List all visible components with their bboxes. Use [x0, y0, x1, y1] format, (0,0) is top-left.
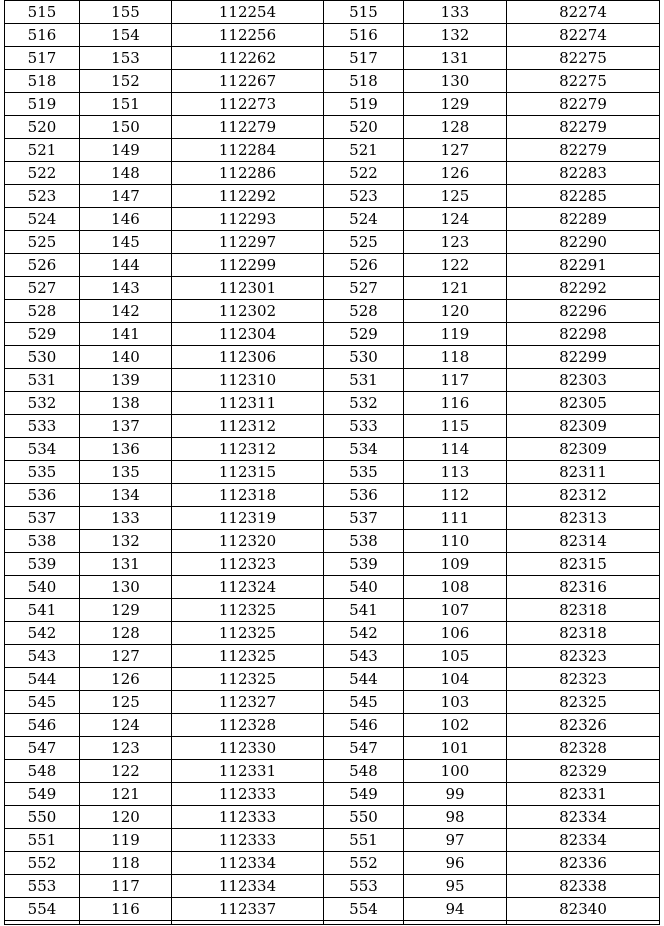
score-cell: 552 — [324, 852, 404, 875]
count-cell: 131 — [404, 47, 507, 70]
score-cell: 536 — [324, 484, 404, 507]
score-cell: 516 — [324, 24, 404, 47]
score-cell: 544 — [5, 668, 80, 691]
table-row — [5, 392, 660, 415]
cumulative-cell: 82291 — [507, 254, 660, 277]
table-row — [5, 231, 660, 254]
score-cell: 547 — [324, 737, 404, 760]
table-row — [5, 645, 660, 668]
table-row — [5, 668, 660, 691]
count-cell: 140 — [80, 346, 172, 369]
count-cell: 94 — [404, 898, 507, 921]
cumulative-cell: 82296 — [507, 300, 660, 323]
score-cell: 520 — [324, 116, 404, 139]
count-cell: 116 — [404, 392, 507, 415]
count-cell: 101 — [404, 737, 507, 760]
score-cell: 552 — [5, 852, 80, 875]
score-cell: 553 — [324, 875, 404, 898]
score-cell: 525 — [5, 231, 80, 254]
score-cell: 549 — [324, 783, 404, 806]
count-cell: 114 — [404, 438, 507, 461]
cumulative-cell: 112267 — [172, 70, 324, 93]
table-row — [5, 93, 660, 116]
cumulative-cell: 82314 — [507, 530, 660, 553]
cumulative-cell: 112279 — [172, 116, 324, 139]
score-cell: 543 — [324, 645, 404, 668]
count-cell: 128 — [80, 622, 172, 645]
score-cell: 548 — [324, 760, 404, 783]
count-cell: 150 — [80, 116, 172, 139]
score-cell: 528 — [5, 300, 80, 323]
table-row — [5, 277, 660, 300]
cumulative-cell: 112330 — [172, 737, 324, 760]
table-row — [5, 24, 660, 47]
cumulative-cell: 82325 — [507, 691, 660, 714]
count-cell: 122 — [404, 254, 507, 277]
score-cell: 521 — [324, 139, 404, 162]
count-cell: 95 — [404, 875, 507, 898]
count-cell: 133 — [80, 507, 172, 530]
count-cell: 102 — [404, 714, 507, 737]
table-row — [5, 898, 660, 921]
count-cell: 124 — [80, 714, 172, 737]
cumulative-cell: 112333 — [172, 783, 324, 806]
score-cell: 533 — [5, 415, 80, 438]
cumulative-cell: 82292 — [507, 277, 660, 300]
score-cell: 531 — [324, 369, 404, 392]
count-cell: 100 — [404, 760, 507, 783]
cumulative-cell: 82318 — [507, 622, 660, 645]
score-cell: 532 — [5, 392, 80, 415]
cumulative-cell: 82303 — [507, 369, 660, 392]
count-cell: 129 — [80, 599, 172, 622]
score-cell: 515 — [5, 1, 80, 24]
cumulative-cell: 82340 — [507, 898, 660, 921]
table-row — [5, 139, 660, 162]
score-cell: 532 — [324, 392, 404, 415]
score-cell: 518 — [324, 70, 404, 93]
score-cell: 538 — [5, 530, 80, 553]
cumulative-cell: 82299 — [507, 346, 660, 369]
cumulative-cell: 112299 — [172, 254, 324, 277]
cumulative-cell: 112254 — [172, 1, 324, 24]
count-cell: 142 — [80, 300, 172, 323]
score-cell: 534 — [5, 438, 80, 461]
score-cell: 529 — [5, 323, 80, 346]
score-cell: 546 — [324, 714, 404, 737]
cumulative-cell: 82275 — [507, 70, 660, 93]
cumulative-cell: 82311 — [507, 461, 660, 484]
count-cell: 127 — [404, 139, 507, 162]
count-cell: 96 — [404, 852, 507, 875]
cumulative-cell: 82279 — [507, 139, 660, 162]
count-cell: 133 — [404, 1, 507, 24]
cumulative-cell: 112325 — [172, 622, 324, 645]
table-cell — [172, 921, 324, 925]
count-cell: 112 — [404, 484, 507, 507]
score-cell: 522 — [324, 162, 404, 185]
table-row — [5, 852, 660, 875]
score-cell: 534 — [324, 438, 404, 461]
score-cell: 519 — [5, 93, 80, 116]
score-cell: 541 — [5, 599, 80, 622]
count-cell: 118 — [80, 852, 172, 875]
cumulative-cell: 82334 — [507, 806, 660, 829]
count-cell: 110 — [404, 530, 507, 553]
cumulative-cell: 112315 — [172, 461, 324, 484]
table-row — [5, 530, 660, 553]
table-row — [5, 1, 660, 24]
count-cell: 136 — [80, 438, 172, 461]
table-row — [5, 553, 660, 576]
score-cell: 544 — [324, 668, 404, 691]
count-cell: 144 — [80, 254, 172, 277]
table-row — [5, 829, 660, 852]
score-cell: 526 — [324, 254, 404, 277]
table-row — [5, 737, 660, 760]
count-cell: 118 — [404, 346, 507, 369]
score-cell: 539 — [324, 553, 404, 576]
score-cell: 545 — [324, 691, 404, 714]
count-cell: 152 — [80, 70, 172, 93]
cumulative-cell: 82315 — [507, 553, 660, 576]
count-cell: 148 — [80, 162, 172, 185]
table-row — [5, 783, 660, 806]
table-row — [5, 415, 660, 438]
cumulative-cell: 82323 — [507, 668, 660, 691]
table-row — [5, 484, 660, 507]
count-cell: 134 — [80, 484, 172, 507]
count-cell: 154 — [80, 24, 172, 47]
count-cell: 119 — [404, 323, 507, 346]
score-cell: 529 — [324, 323, 404, 346]
score-cell: 525 — [324, 231, 404, 254]
cumulative-cell: 112292 — [172, 185, 324, 208]
count-cell: 147 — [80, 185, 172, 208]
score-cell: 518 — [5, 70, 80, 93]
score-cell: 535 — [5, 461, 80, 484]
cumulative-cell: 82309 — [507, 415, 660, 438]
count-cell: 115 — [404, 415, 507, 438]
count-cell: 103 — [404, 691, 507, 714]
count-cell: 122 — [80, 760, 172, 783]
count-cell: 120 — [80, 806, 172, 829]
cumulative-cell: 82285 — [507, 185, 660, 208]
cumulative-cell: 112333 — [172, 806, 324, 829]
count-cell: 119 — [80, 829, 172, 852]
count-cell: 141 — [80, 323, 172, 346]
cumulative-cell: 112293 — [172, 208, 324, 231]
count-cell: 153 — [80, 47, 172, 70]
score-cell: 541 — [324, 599, 404, 622]
count-cell: 99 — [404, 783, 507, 806]
score-cell: 521 — [5, 139, 80, 162]
score-cell: 526 — [5, 254, 80, 277]
score-cell: 524 — [5, 208, 80, 231]
score-cell: 530 — [324, 346, 404, 369]
count-cell: 107 — [404, 599, 507, 622]
score-cell: 540 — [324, 576, 404, 599]
score-cell: 537 — [5, 507, 80, 530]
cumulative-cell: 112312 — [172, 415, 324, 438]
count-cell: 125 — [404, 185, 507, 208]
cumulative-cell: 112325 — [172, 645, 324, 668]
score-cell: 516 — [5, 24, 80, 47]
cumulative-cell: 112325 — [172, 668, 324, 691]
count-cell: 132 — [404, 24, 507, 47]
score-cell: 533 — [324, 415, 404, 438]
table-row — [5, 875, 660, 898]
score-cell: 540 — [5, 576, 80, 599]
table-row — [5, 461, 660, 484]
cumulative-cell: 82318 — [507, 599, 660, 622]
cumulative-cell: 112273 — [172, 93, 324, 116]
table-row — [5, 208, 660, 231]
count-cell: 137 — [80, 415, 172, 438]
score-cell: 542 — [5, 622, 80, 645]
table-row — [5, 622, 660, 645]
table-cell — [404, 921, 507, 925]
score-cell: 549 — [5, 783, 80, 806]
score-cell: 523 — [5, 185, 80, 208]
table-row — [5, 185, 660, 208]
cumulative-cell: 82331 — [507, 783, 660, 806]
score-cell: 524 — [324, 208, 404, 231]
count-cell: 143 — [80, 277, 172, 300]
score-cell: 536 — [5, 484, 80, 507]
count-cell: 113 — [404, 461, 507, 484]
score-cell: 547 — [5, 737, 80, 760]
cumulative-cell: 82329 — [507, 760, 660, 783]
cumulative-cell: 112334 — [172, 875, 324, 898]
table-row — [5, 576, 660, 599]
score-table — [4, 0, 660, 925]
score-cell: 527 — [324, 277, 404, 300]
score-cell: 551 — [324, 829, 404, 852]
count-cell: 109 — [404, 553, 507, 576]
count-cell: 138 — [80, 392, 172, 415]
count-cell: 117 — [404, 369, 507, 392]
cumulative-cell: 112304 — [172, 323, 324, 346]
cumulative-cell: 82283 — [507, 162, 660, 185]
cumulative-cell: 82309 — [507, 438, 660, 461]
score-cell: 537 — [324, 507, 404, 530]
cumulative-cell: 112311 — [172, 392, 324, 415]
cumulative-cell: 82316 — [507, 576, 660, 599]
table-row — [5, 47, 660, 70]
count-cell: 149 — [80, 139, 172, 162]
cumulative-cell: 112320 — [172, 530, 324, 553]
score-cell: 520 — [5, 116, 80, 139]
table-cell — [324, 921, 404, 925]
table-row — [5, 300, 660, 323]
cumulative-cell: 82289 — [507, 208, 660, 231]
score-cell: 519 — [324, 93, 404, 116]
cumulative-cell: 112310 — [172, 369, 324, 392]
count-cell: 108 — [404, 576, 507, 599]
table-row — [5, 760, 660, 783]
score-cell: 554 — [324, 898, 404, 921]
count-cell: 121 — [80, 783, 172, 806]
score-cell: 545 — [5, 691, 80, 714]
cumulative-cell: 112331 — [172, 760, 324, 783]
table-row — [5, 806, 660, 829]
score-cell: 515 — [324, 1, 404, 24]
table-row — [5, 254, 660, 277]
cumulative-cell: 112256 — [172, 24, 324, 47]
score-cell: 550 — [324, 806, 404, 829]
table-row — [5, 921, 660, 925]
count-cell: 135 — [80, 461, 172, 484]
cumulative-cell: 82290 — [507, 231, 660, 254]
count-cell: 111 — [404, 507, 507, 530]
cumulative-cell: 82336 — [507, 852, 660, 875]
count-cell: 121 — [404, 277, 507, 300]
count-cell: 151 — [80, 93, 172, 116]
score-cell: 546 — [5, 714, 80, 737]
count-cell: 98 — [404, 806, 507, 829]
score-cell: 542 — [324, 622, 404, 645]
table-row — [5, 116, 660, 139]
table-row — [5, 599, 660, 622]
cumulative-cell: 82338 — [507, 875, 660, 898]
table-cell — [5, 921, 80, 925]
count-cell: 124 — [404, 208, 507, 231]
count-cell: 97 — [404, 829, 507, 852]
score-cell: 548 — [5, 760, 80, 783]
table-row — [5, 323, 660, 346]
count-cell: 129 — [404, 93, 507, 116]
table-row — [5, 691, 660, 714]
count-cell: 125 — [80, 691, 172, 714]
cumulative-cell: 112312 — [172, 438, 324, 461]
cumulative-cell: 82312 — [507, 484, 660, 507]
score-cell: 527 — [5, 277, 80, 300]
score-cell: 543 — [5, 645, 80, 668]
score-cell: 517 — [324, 47, 404, 70]
cumulative-cell: 112333 — [172, 829, 324, 852]
count-cell: 130 — [80, 576, 172, 599]
count-cell: 146 — [80, 208, 172, 231]
cumulative-cell: 112334 — [172, 852, 324, 875]
cumulative-cell: 112262 — [172, 47, 324, 70]
count-cell: 104 — [404, 668, 507, 691]
table-row — [5, 714, 660, 737]
count-cell: 123 — [404, 231, 507, 254]
count-cell: 145 — [80, 231, 172, 254]
count-cell: 127 — [80, 645, 172, 668]
cumulative-cell: 82274 — [507, 24, 660, 47]
count-cell: 126 — [404, 162, 507, 185]
score-cell: 535 — [324, 461, 404, 484]
score-cell: 538 — [324, 530, 404, 553]
score-cell: 517 — [5, 47, 80, 70]
score-cell: 550 — [5, 806, 80, 829]
table-row — [5, 438, 660, 461]
count-cell: 106 — [404, 622, 507, 645]
score-cell: 523 — [324, 185, 404, 208]
count-cell: 128 — [404, 116, 507, 139]
cumulative-cell: 82298 — [507, 323, 660, 346]
count-cell: 131 — [80, 553, 172, 576]
count-cell: 155 — [80, 1, 172, 24]
table-row — [5, 70, 660, 93]
table-row — [5, 346, 660, 369]
cumulative-cell: 112318 — [172, 484, 324, 507]
count-cell: 139 — [80, 369, 172, 392]
score-cell: 522 — [5, 162, 80, 185]
cumulative-cell: 82334 — [507, 829, 660, 852]
table-cell — [80, 921, 172, 925]
count-cell: 116 — [80, 898, 172, 921]
cumulative-cell: 112319 — [172, 507, 324, 530]
cumulative-cell: 112325 — [172, 599, 324, 622]
cumulative-cell: 112327 — [172, 691, 324, 714]
cumulative-cell: 112328 — [172, 714, 324, 737]
score-cell: 531 — [5, 369, 80, 392]
cumulative-cell: 82313 — [507, 507, 660, 530]
cumulative-cell: 112324 — [172, 576, 324, 599]
cumulative-cell: 112337 — [172, 898, 324, 921]
score-cell: 530 — [5, 346, 80, 369]
count-cell: 123 — [80, 737, 172, 760]
table-row — [5, 162, 660, 185]
count-cell: 117 — [80, 875, 172, 898]
score-cell: 553 — [5, 875, 80, 898]
score-cell: 554 — [5, 898, 80, 921]
cumulative-cell: 112302 — [172, 300, 324, 323]
count-cell: 130 — [404, 70, 507, 93]
table-cell — [507, 921, 660, 925]
count-cell: 105 — [404, 645, 507, 668]
cumulative-cell: 82305 — [507, 392, 660, 415]
cumulative-cell: 82326 — [507, 714, 660, 737]
cumulative-cell: 82275 — [507, 47, 660, 70]
cumulative-cell: 82328 — [507, 737, 660, 760]
score-cell: 551 — [5, 829, 80, 852]
cumulative-cell: 82279 — [507, 93, 660, 116]
table-row — [5, 369, 660, 392]
cumulative-cell: 112297 — [172, 231, 324, 254]
cumulative-cell: 112306 — [172, 346, 324, 369]
cumulative-cell: 112323 — [172, 553, 324, 576]
score-cell: 539 — [5, 553, 80, 576]
cumulative-cell: 112284 — [172, 139, 324, 162]
cumulative-cell: 112286 — [172, 162, 324, 185]
count-cell: 126 — [80, 668, 172, 691]
table-body — [5, 1, 660, 925]
cumulative-cell: 112301 — [172, 277, 324, 300]
cumulative-cell: 82279 — [507, 116, 660, 139]
count-cell: 132 — [80, 530, 172, 553]
cumulative-cell: 82323 — [507, 645, 660, 668]
cumulative-cell: 82274 — [507, 1, 660, 24]
table-row — [5, 507, 660, 530]
count-cell: 120 — [404, 300, 507, 323]
score-cell: 528 — [324, 300, 404, 323]
